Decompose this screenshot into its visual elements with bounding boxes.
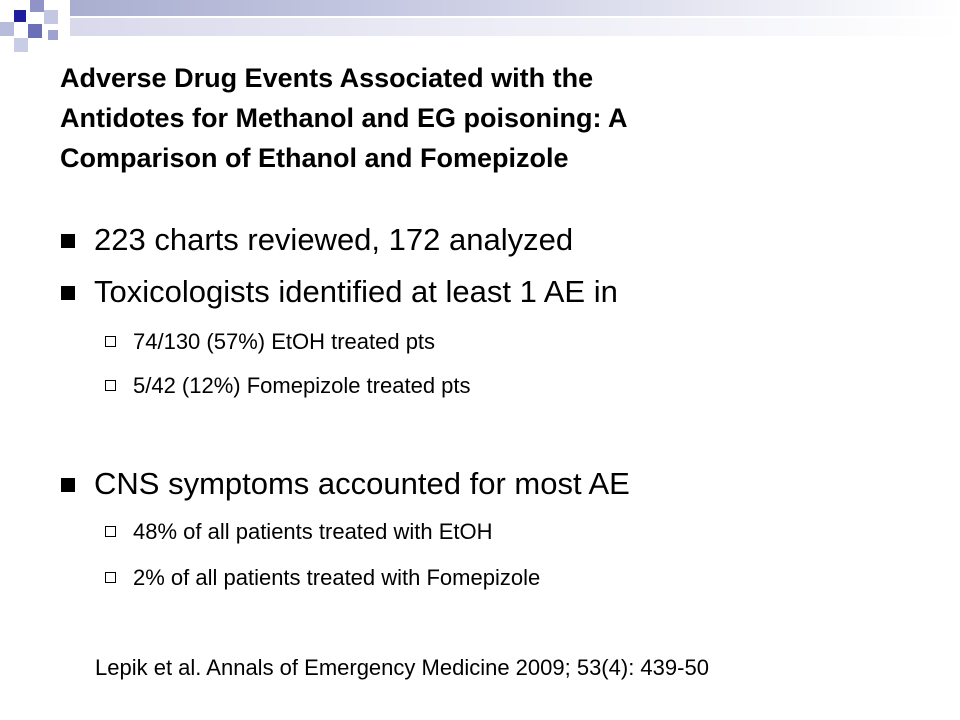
slide-title-line: Comparison of Ethanol and Fomepizole — [60, 143, 569, 173]
sub-bullet-text: 5/42 (12%) Fomepizole treated pts — [133, 373, 471, 398]
square-bullet-icon — [61, 286, 75, 300]
square-bullet-icon — [61, 234, 75, 248]
bullet-text: Toxicologists identified at least 1 AE in — [94, 274, 618, 309]
citation: Lepik et al. Annals of Emergency Medicine 2009; 53(4): 439-50 — [95, 655, 709, 680]
hollow-square-bullet-icon — [105, 336, 116, 347]
hollow-square-bullet-icon — [105, 526, 116, 537]
bullet-text: CNS symptoms accounted for most AE — [94, 466, 630, 501]
slide-title-line: Antidotes for Methanol and EG poisoning: A — [60, 103, 628, 133]
bullet-text: 223 charts reviewed, 172 analyzed — [94, 222, 574, 257]
sub-bullet-text: 74/130 (57%) EtOH treated pts — [133, 329, 436, 354]
square-bullet-icon — [61, 478, 75, 492]
hollow-square-bullet-icon — [105, 380, 116, 391]
sub-bullet-text: 48% of all patients treated with EtOH — [133, 519, 493, 544]
hollow-square-bullet-icon — [105, 572, 116, 583]
sub-bullet-text: 2% of all patients treated with Fomepizole — [133, 565, 541, 590]
slide-title-line: Adverse Drug Events Associated with the — [60, 63, 594, 93]
